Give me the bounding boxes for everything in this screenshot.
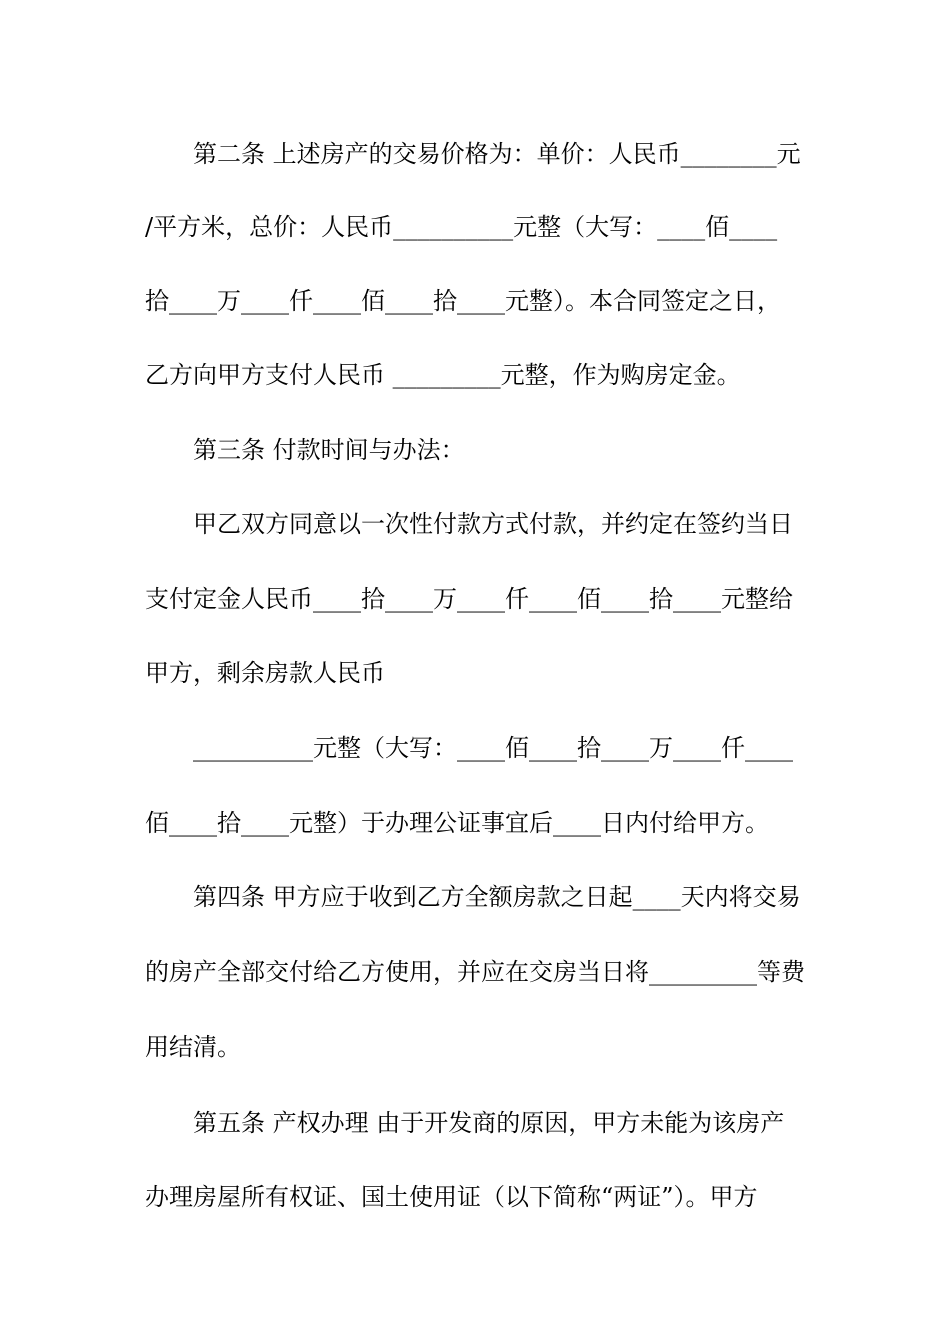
text-line: 第二条 上述房产的交易价格为：单价：人民币________元 [145, 140, 801, 168]
text-line: 第三条 付款时间与办法： [145, 436, 465, 464]
text-line: __________元整（大写：____佰____拾____万____仟____ [145, 734, 793, 762]
text-line: 第五条 产权办理 由于开发商的原因，甲方未能为该房产 [145, 1109, 785, 1137]
text-line: 第四条 甲方应于收到乙方全额房款之日起____天内将交易 [145, 883, 801, 911]
text-line: 佰____拾____元整）于办理公证事宜后____日内付给甲方。 [145, 809, 769, 837]
text-line: 办理房屋所有权证、国土使用证（以下简称“两证”）。甲方 [145, 1183, 758, 1211]
text-line: 用结清。 [145, 1033, 241, 1061]
text-line: 的房产全部交付给乙方使用，并应在交房当日将_________等费 [145, 958, 805, 986]
text-line: 乙方向甲方支付人民币 _________元整，作为购房定金。 [145, 361, 741, 389]
text-line: 支付定金人民币____拾____万____仟____佰____拾____元整给 [145, 585, 793, 613]
text-line: 甲方，剩余房款人民币 [145, 659, 385, 687]
text-line: 拾____万____仟____佰____拾____元整）。本合同签定之日， [145, 287, 781, 315]
text-line: /平方米，总价：人民币__________元整（大写：____佰____ [145, 213, 778, 241]
text-line: 甲乙双方同意以一次性付款方式付款，并约定在签约当日 [145, 510, 793, 538]
